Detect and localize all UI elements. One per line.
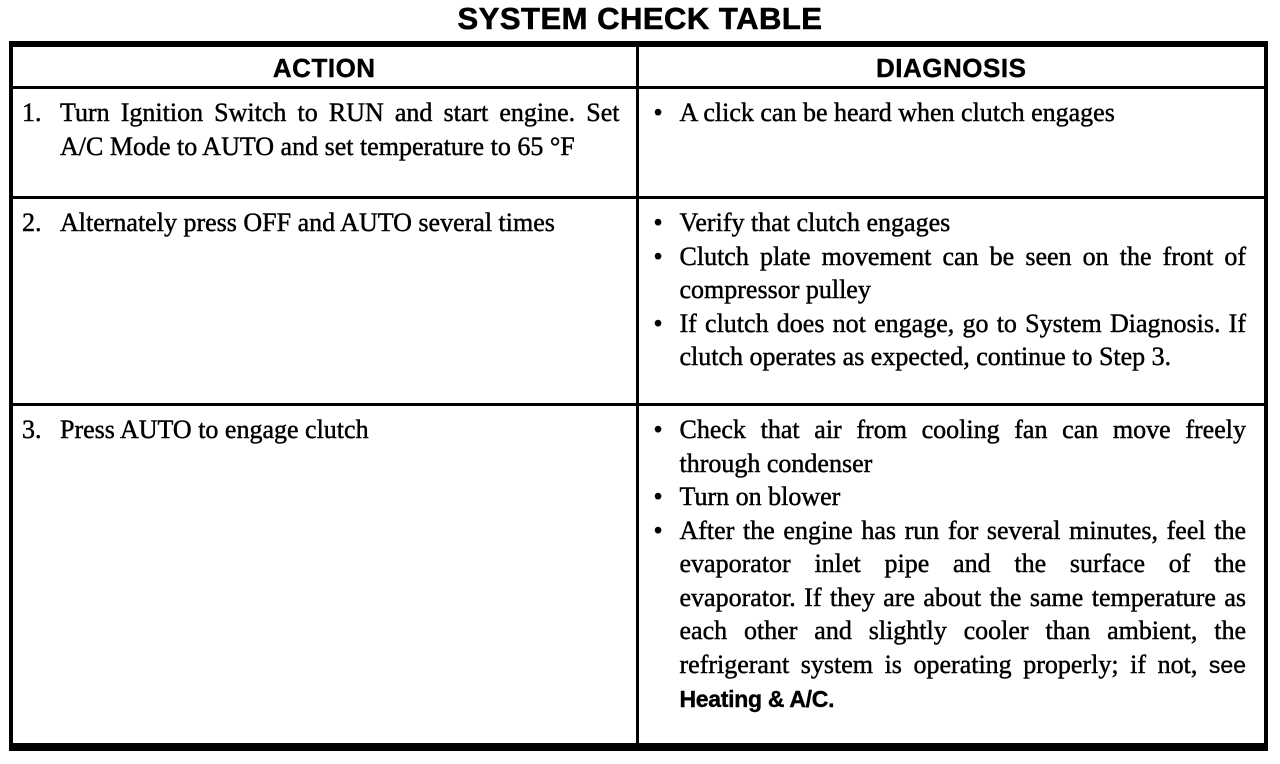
bullet-icon: • [653,482,663,511]
diagnosis-cell-step-3 [639,406,1265,743]
diagnosis-item [654,413,1247,480]
diagnosis-item [654,307,1247,374]
diagnosis-text: After the engine has run for several minutes, feel the evaporator inlet pipe and the surface of the evaporator. If they are about the same temperature as each other and slightly cooler than ambient, the refrigerant system is operating properly; if not, [679,515,1246,679]
see-label: see [1208,651,1246,678]
bullet-icon: • [653,241,663,271]
heating-ac-reference: Heating & A/C. [679,686,835,712]
diagnosis-text: Turn on blower [679,482,841,511]
diagnosis-item [654,480,1247,514]
diagnosis-cell-step-2 [639,199,1265,406]
diagnosis-item [654,96,1247,130]
step-number: 2. [22,208,42,237]
system-check-table [9,41,1268,751]
action-text: Press AUTO to engage clutch [60,415,369,444]
bullet-icon: • [653,308,663,338]
diagnosis-item [654,206,1247,240]
diagnosis-text: Clutch plate movement can be seen on the front of compressor pulley [679,241,1246,304]
diagnosis-text: If clutch does not engage, go to System Diagnosis. If clutch operates as expected, continue to Step 3. [679,308,1246,371]
action-cell-step-2 [13,199,639,406]
column-header-diagnosis: DIAGNOSIS [639,47,1265,89]
diagnosis-text: A click can be heard when clutch engages [679,98,1115,127]
diagnosis-item [654,240,1247,307]
action-item [22,206,620,240]
action-cell-step-3 [13,406,639,743]
diagnosis-text: Verify that clutch engages [679,208,951,237]
bullet-icon: • [653,98,663,127]
action-text: Alternately press OFF and AUTO several times [60,208,555,237]
bullet-icon: • [653,415,663,444]
action-item [22,96,620,163]
action-cell-step-1 [13,89,639,199]
column-header-action: ACTION [13,47,639,89]
action-item [22,413,620,447]
diagnosis-cell-step-1 [639,89,1265,199]
diagnosis-text: Check that air from cooling fan can move freely through condenser [679,415,1246,478]
step-number: 3. [22,415,42,444]
action-text: Turn Ignition Switch to RUN and start engine. Set A/C Mode to AUTO and set temperature to 65 °F [60,98,620,161]
bullet-icon: • [653,208,663,237]
diagnosis-item [654,514,1247,717]
page-title: SYSTEM CHECK TABLE [457,1,823,36]
step-number: 1. [22,98,42,127]
bullet-icon: • [653,515,663,545]
